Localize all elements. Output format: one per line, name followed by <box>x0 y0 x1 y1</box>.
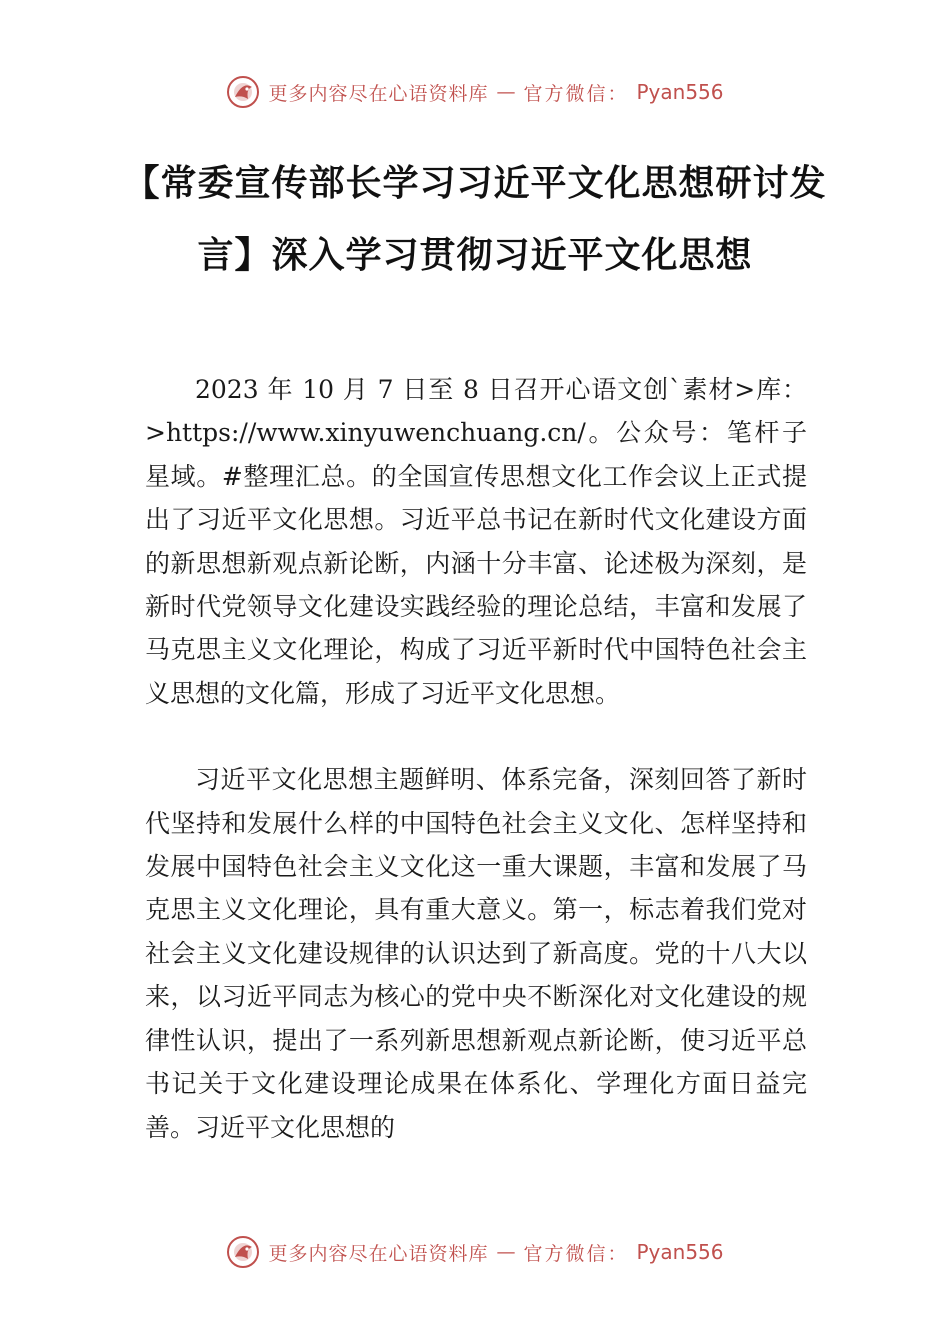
header-watermark <box>0 72 950 112</box>
watermark-text: 更多内容尽在心语资料库 <box>268 1242 489 1265</box>
watermark-separator: — <box>496 81 516 103</box>
wechat-id: Pyan556 <box>636 1240 724 1264</box>
footer-watermark <box>0 1232 950 1272</box>
document-body <box>145 368 807 1149</box>
document-title: 【常委宣传部长学习习近平文化思想研讨发言】深入学习贯彻习近平文化思想 <box>123 163 827 276</box>
paragraph-2: 习近平文化思想主题鲜明、体系完备，深刻回答了新时代坚持和发展什么样的中国特色社会主义文化、怎样坚持和发展中国特色社会主义文化这一重大课题，丰富和发展了马克思主义文化理论，具有重大意义。第一，标志着我们党对社会主义文化建设规律的认识达到了新高度。党的十八大以来，以习近平同志为核心的党中央不断深化对文化建设的规律性认识，提出了一系列新思想新观点新论断，使习近平总书记关于文化建设理论成果在体系化、学理化方面日益完善。习近平文化思想的 <box>145 765 807 1142</box>
wechat-label: 官方微信： <box>523 1242 629 1265</box>
mascot-logo-icon <box>226 75 260 109</box>
wechat-label: 官方微信： <box>523 82 629 105</box>
watermark-text: 更多内容尽在心语资料库 <box>268 82 489 105</box>
wechat-id: Pyan556 <box>636 80 724 104</box>
mascot-logo-icon <box>226 1235 260 1269</box>
watermark-separator: — <box>496 1241 516 1263</box>
paragraph-1: 2023 年 10 月 7 日至 8 日召开心语文创`素材>库：>https://www.xinyuwenchuang.cn/。公众号：笔杆子星域。#整理汇总。的全国宣传思想文化工作会议上正式提出了习近平文化思想。习近平总书记在新时代文化建设方面的新思想新观点新论断，内涵十分丰富、论述极为深刻，是新时代党领导文化建设实践经验的理论总结，丰富和发展了马克思主义文化理论，构成了习近平新时代中国特色社会主义思想的文化篇，形成了习近平文化思想。 <box>145 375 807 708</box>
